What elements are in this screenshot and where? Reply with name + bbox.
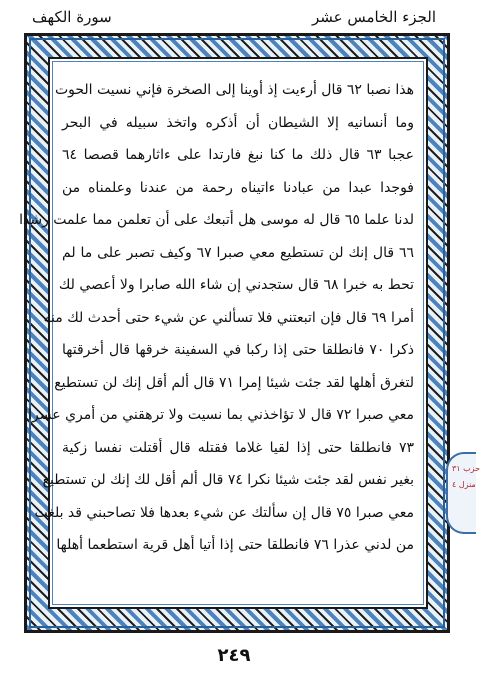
hizb-label: حزب ٣١ [452, 464, 480, 473]
verse-text-block [19, 74, 414, 594]
page-header [24, 6, 444, 32]
text-line: عجبا ٦٣ قال ذلك ما كنا نبغ فارتدا على ءاثارهما قصصا ٦٤ [62, 147, 414, 163]
text-line: تحط به خبرا ٦٨ قال ستجدني إن شاء الله صابرا ولا أعصي لك [58, 277, 414, 293]
text-line: فوجدا عبدا من عبادنا ءاتيناه رحمة من عندنا وعلمناه من [62, 179, 414, 196]
manzil-label: منزل ٤ [452, 480, 476, 489]
text-line: أمرا ٦٩ قال فإن اتبعتني فلا تسألني عن شيء حتى أحدث لك منه [43, 309, 414, 326]
text-line: ذكرا ٧٠ فانطلقا حتى إذا ركبا في السفينة خرقها قال أخرقتها [62, 342, 414, 358]
text-line: بغير نفس لقد جئت شيئا نكرا ٧٤ قال ألم أقل لك إنك لن تستطيع [42, 472, 414, 488]
text-line: ٧٣ فانطلقا حتى إذا لقيا غلاما فقتله قال أقتلت نفسا زكية [62, 439, 414, 456]
text-line: ٦٦ قال إنك لن تستطيع معي صبرا ٦٧ وكيف تصبر على ما لم [62, 244, 414, 261]
text-line: لتغرق أهلها لقد جئت شيئا إمرا ٧١ قال ألم أقل إنك لن تستطيع [54, 374, 414, 391]
text-line: هذا نصبا ٦٢ قال أرءيت إذ أوينا إلى الصخرة فإني نسيت الحوت [54, 82, 414, 98]
text-line: لدنا علما ٦٥ قال له موسى هل أتبعك على أن تعلمن مما علمت رشدا [19, 212, 414, 228]
text-line: وما أنسانيه إلا الشيطان أن أذكره واتخذ سبيله في البحر [62, 114, 414, 131]
juz-title: الجزء الخامس عشر [311, 8, 436, 26]
page-number: ٢٤٩ [217, 645, 251, 666]
hizb-marker [446, 452, 480, 534]
text-line: معي صبرا ٧٢ قال لا تؤاخذني بما نسيت ولا ترهقني من أمري عسرا [28, 407, 414, 423]
text-line: من لدني عذرا ٧٦ فانطلقا حتى إذا أتيا أهل قرية استطعما أهلها [56, 537, 414, 553]
text-line: معي صبرا ٧٥ قال إن سألتك عن شيء بعدها فلا تصاحبني قد بلغت [34, 504, 414, 521]
surah-title: سورة الكهف [32, 8, 112, 26]
